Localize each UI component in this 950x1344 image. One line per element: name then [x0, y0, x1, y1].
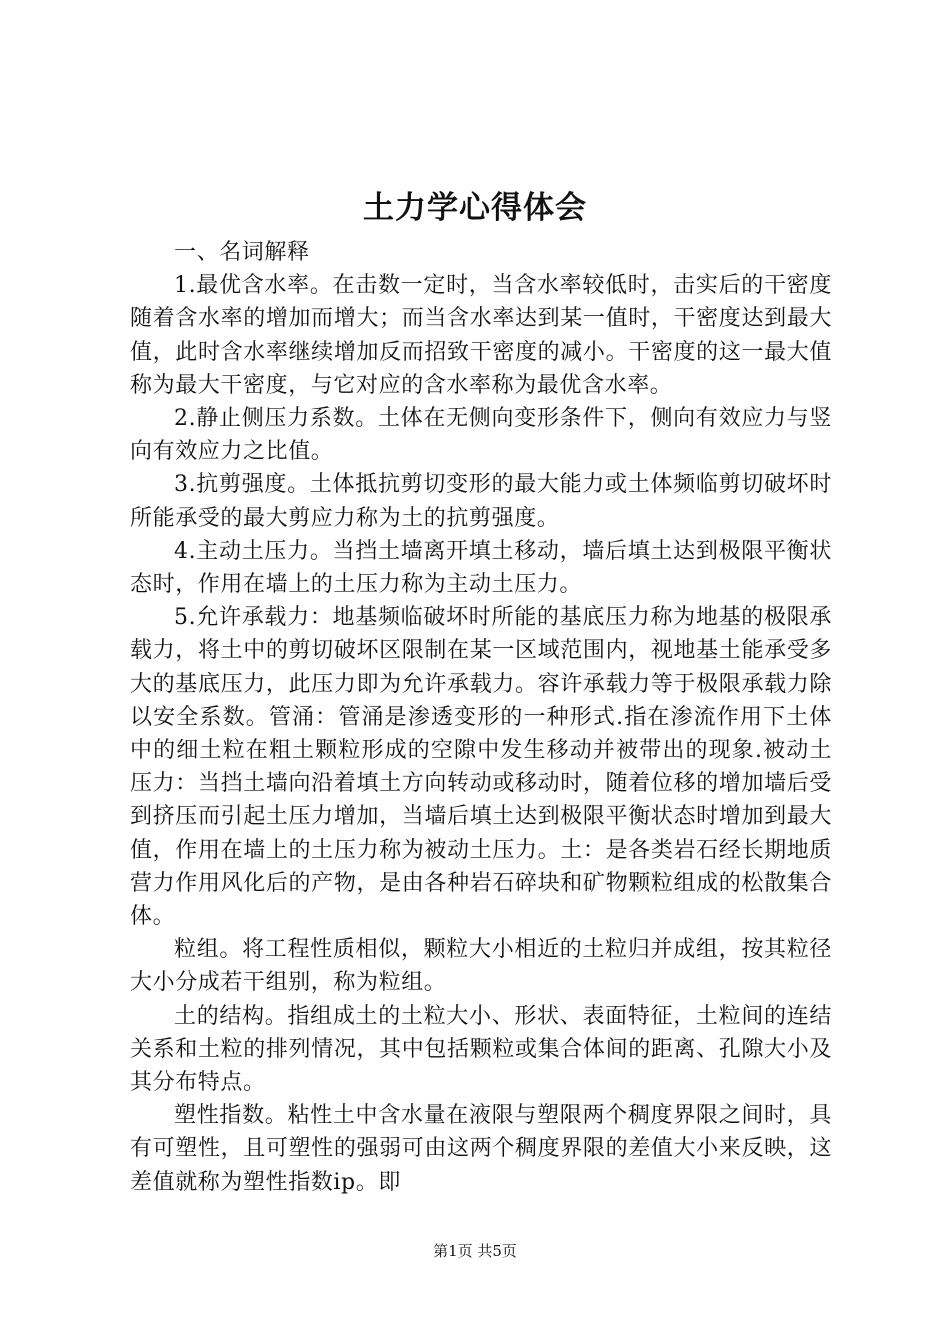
document-title: 土力学心得体会 [363, 190, 587, 226]
paragraph-plasticity-index: 塑性指数。粘性土中含水量在液限与塑限两个稠度界限之间时，具有可塑性，且可塑性的强弱可由这两个稠度界限的差值大小来反映，这差值就称为塑性指数ip。即 [130, 1103, 832, 1195]
page-footer: 第1页 共5页 [433, 1242, 517, 1260]
paragraph-lateral-pressure: 2.静止侧压力系数。土体在无侧向变形条件下，侧向有效应力与竖向有效应力之比值。 [130, 406, 832, 465]
paragraph-active-earth-pressure: 4.主动土压力。当挡土墙离开填土移动，墙后填土达到极限平衡状态时，作用在墙上的土压力称为主动土压力。 [130, 538, 832, 598]
paragraph-soil-structure: 土的结构。指组成土的土粒大小、形状、表面特征，土粒间的连结关系和土粒的排列情况，其中包括颗粒或集合体间的距离、孔隙大小及其分布特点。 [130, 1003, 832, 1096]
paragraph-grain-group: 粒组。将工程性质相似，颗粒大小相近的土粒归并成组，按其粒径大小分成若干组别，称为粒组。 [130, 937, 832, 996]
paragraph-allowable-bearing: 5.允许承载力：地基频临破坏时所能的基底压力称为地基的极限承载力，将土中的剪切破坏区限制在某一区域范围内，视地基土能承受多大的基底压力，此压力即为允许承载力。容许承载力等于极限承载力除以安全系数。管涌：管涌是渗透变形的一种形式.指在渗流作用下土体中的细土粒在粗土颗粒形成的空隙中发生移动并被带出的现象.被动土压力：当挡土墙向沿着填土方向转动或移动时，随着位移的增加墙后受到挤压而引起土压力增加，当墙后填土达到极限平衡状态时增加到最大值，作用在墙上的土压力称为被动土压力。土：是各类岩石经长期地质营力作用风化后的产物，是由各种岩石碎块和矿物颗粒组成的松散集合体。 [130, 605, 832, 930]
document-body [130, 236, 832, 1199]
paragraph-shear-strength: 3.抗剪强度。土体抵抗剪切变形的最大能力或土体频临剪切破坏时所能承受的最大剪应力称为土的抗剪强度。 [130, 472, 832, 531]
paragraph-optimum-moisture: 1.最优含水率。在击数一定时，当含水率较低时，击实后的干密度随着含水率的增加而增大；而当含水率达到某一值时，干密度达到最大值，此时含水率继续增加反而招致干密度的减小。干密度的这一最大值称为最大干密度，与它对应的含水率称为最优含水率。 [130, 273, 832, 398]
section-heading: 一、名词解释 [174, 240, 310, 265]
